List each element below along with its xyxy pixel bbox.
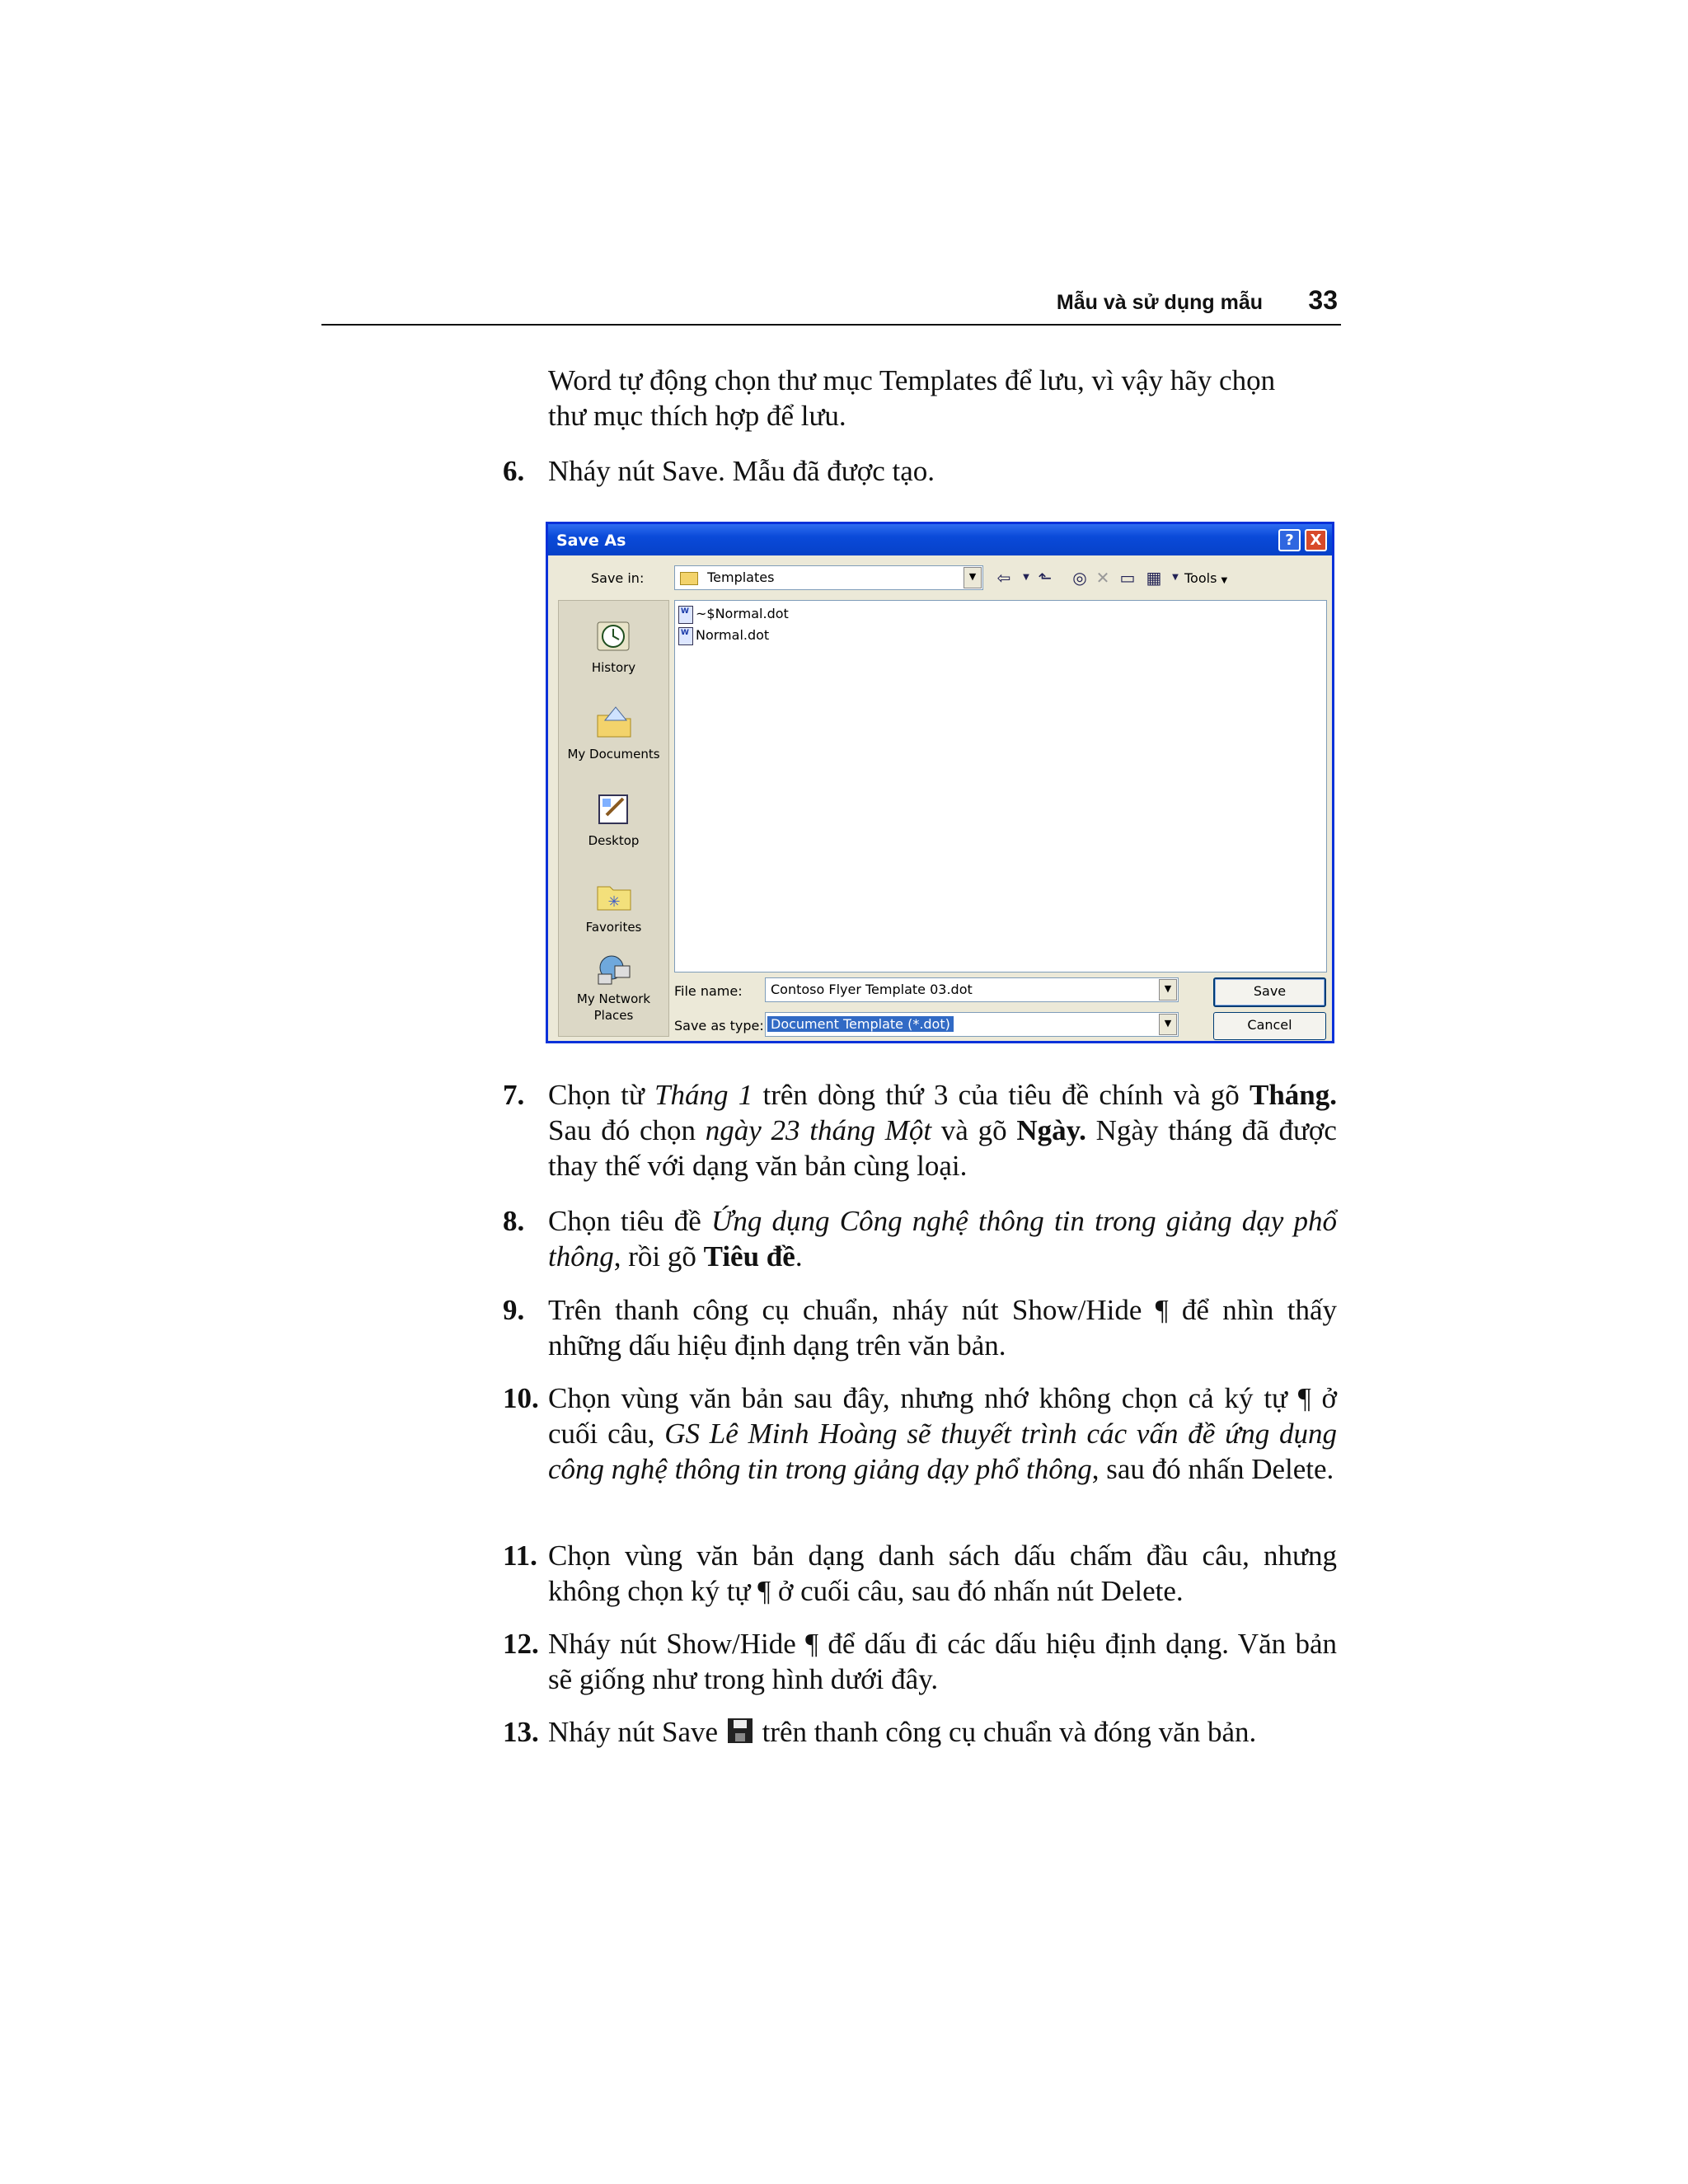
chevron-down-icon[interactable]: ▼ (964, 567, 982, 588)
text-run: , sau đó nhấn Delete. (1091, 1453, 1334, 1485)
text-run: và gõ (931, 1114, 1017, 1146)
step-number: 6. (503, 455, 525, 487)
svg-text:✳: ✳ (607, 893, 621, 911)
step-number: 8. (503, 1205, 525, 1237)
step-12 (503, 1626, 1337, 1697)
file-name: Normal.dot (696, 627, 770, 643)
save-icon (728, 1718, 753, 1743)
intro-line-2: thư mục thích hợp để lưu. (548, 400, 846, 432)
bold-text: Tháng. (1249, 1079, 1337, 1111)
text-run: Chọn tiêu đề (548, 1205, 711, 1237)
running-header (321, 283, 1341, 326)
list-item[interactable] (678, 604, 789, 624)
bold-text: Tiêu đề (703, 1240, 795, 1272)
step-number: 10. (503, 1382, 539, 1414)
place-label: History (591, 660, 636, 675)
text-run: trên thanh công cụ chuẩn và đóng văn bản. (754, 1716, 1257, 1748)
file-name-label: File name: (674, 983, 743, 999)
running-title: Mẫu và sử dụng mẫu (1056, 291, 1263, 314)
favorites-icon (595, 877, 633, 915)
up-folder-icon[interactable]: ⬑ (1038, 568, 1053, 588)
my-documents-icon (595, 704, 633, 742)
folder-icon (680, 572, 698, 585)
save-type-value: Document Template (*.dot) (767, 1016, 954, 1032)
save-type-label: Save as type: (674, 1018, 764, 1033)
place-label: My Network Places (576, 991, 651, 1023)
italic-text: Tháng 1 (654, 1079, 753, 1111)
step-10 (503, 1380, 1337, 1487)
save-as-dialog (546, 522, 1334, 1043)
views-icon[interactable]: ▦ (1146, 568, 1162, 588)
file-name: ~$Normal.dot (696, 606, 789, 621)
place-label: Desktop (588, 833, 640, 848)
list-item[interactable] (678, 626, 769, 645)
place-favorites[interactable] (559, 877, 668, 935)
step-number: 13. (503, 1716, 539, 1748)
place-my-documents[interactable] (559, 704, 668, 762)
places-bar (558, 600, 669, 1037)
back-arrow-icon[interactable]: ⇦ (996, 568, 1011, 588)
new-folder-icon[interactable]: ▭ (1119, 568, 1136, 588)
step-8 (503, 1203, 1337, 1274)
place-label: Favorites (585, 920, 642, 935)
text-run: Chọn từ (548, 1079, 655, 1111)
history-icon (595, 617, 633, 655)
text-run: trên dòng thứ 3 của tiêu đề chính và gõ (753, 1079, 1250, 1111)
italic-text: Ứng dụng Công nghệ thông tin trong giảng dạy phổ thông (548, 1205, 1337, 1272)
bold-text: Ngày. (1016, 1114, 1086, 1146)
step-text (548, 1714, 1337, 1750)
back-dropdown-icon[interactable]: ▼ (1023, 573, 1029, 582)
chevron-down-icon: ▼ (1221, 576, 1228, 585)
tools-menu[interactable] (1184, 570, 1227, 586)
close-button[interactable]: X (1305, 529, 1327, 551)
italic-text: GS Lê Minh Hoàng sẽ thuyết trình các vấn đề ứng dụng công nghệ thông tin trong giảng dạy phổ thông (548, 1418, 1338, 1485)
step-text: Nháy nút Show/Hide ¶ để dấu đi các dấu hiệu định dạng. Văn bản sẽ giống như trong hình dưới đây. (548, 1628, 1337, 1695)
save-in-dropdown[interactable] (674, 565, 983, 590)
chevron-down-icon[interactable]: ▼ (1159, 1014, 1177, 1035)
text-run: Sau đó chọn (548, 1114, 706, 1146)
help-button[interactable]: ? (1278, 529, 1301, 551)
step-6 (503, 453, 1337, 489)
step-number: 9. (503, 1294, 525, 1326)
text-run: , rồi gõ (613, 1240, 704, 1272)
step-9 (503, 1292, 1337, 1363)
file-name-value: Contoso Flyer Template 03.dot (771, 982, 973, 997)
text-run: Ngày tháng đã được thay thế với dạng văn bản cùng loại. (548, 1114, 1337, 1182)
place-desktop[interactable] (559, 790, 668, 848)
intro-line-1: Word tự động chọn thư mục Templates để lưu, vì vậy hãy chọn (548, 364, 1276, 396)
step-11 (503, 1538, 1337, 1609)
step-text: Trên thanh công cụ chuẩn, nháy nút Show/Hide ¶ để nhìn thấy những dấu hiệu định dạng trên văn bản. (548, 1294, 1337, 1361)
chevron-down-icon[interactable]: ▼ (1159, 979, 1177, 1001)
save-button[interactable]: Save (1213, 977, 1326, 1007)
dialog-titlebar[interactable] (548, 524, 1332, 555)
text-run: Nháy nút Save (548, 1716, 725, 1748)
save-in-value: Templates (707, 569, 775, 585)
intro-paragraph (548, 363, 1337, 434)
place-label: My Documents (567, 747, 660, 762)
step-text: Chọn vùng văn bản dạng danh sách dấu chấm đầu câu, nhưng không chọn ký tự ¶ ở cuối câu, sau đó nhấn nút Delete. (548, 1540, 1337, 1607)
delete-icon[interactable]: ✕ (1095, 568, 1110, 588)
step-text: Nháy nút Save. Mẫu đã được tạo. (548, 455, 935, 487)
step-text (548, 1077, 1337, 1183)
step-number: 7. (503, 1079, 525, 1111)
place-my-network-places[interactable] (559, 951, 668, 1024)
step-13 (503, 1714, 1337, 1750)
views-dropdown-icon[interactable]: ▼ (1172, 573, 1179, 582)
network-places-icon (595, 951, 633, 989)
search-web-icon[interactable]: ◎ (1072, 568, 1087, 588)
cancel-button[interactable]: Cancel (1213, 1012, 1326, 1040)
file-name-field[interactable] (765, 977, 1179, 1002)
word-document-icon (678, 627, 693, 645)
page-number: 33 (1308, 285, 1338, 315)
step-text (548, 1203, 1337, 1274)
desktop-icon (595, 790, 633, 828)
word-document-icon (678, 606, 693, 624)
step-number: 12. (503, 1628, 539, 1660)
step-text (548, 1380, 1337, 1487)
text-run: Chọn vùng văn bản sau đây, nhưng nhớ không chọn cả ký tự ¶ ở cuối câu, (548, 1382, 1337, 1450)
save-in-label: Save in: (591, 570, 645, 586)
file-list[interactable] (674, 600, 1327, 972)
italic-text: ngày 23 tháng Một (705, 1114, 932, 1146)
dialog-title: Save As (556, 532, 626, 550)
save-type-dropdown[interactable] (765, 1012, 1179, 1037)
tools-label: Tools (1184, 570, 1217, 586)
step-number: 11. (503, 1540, 537, 1572)
step-7 (503, 1077, 1337, 1183)
text-run: . (795, 1240, 803, 1272)
place-history[interactable] (559, 617, 668, 675)
